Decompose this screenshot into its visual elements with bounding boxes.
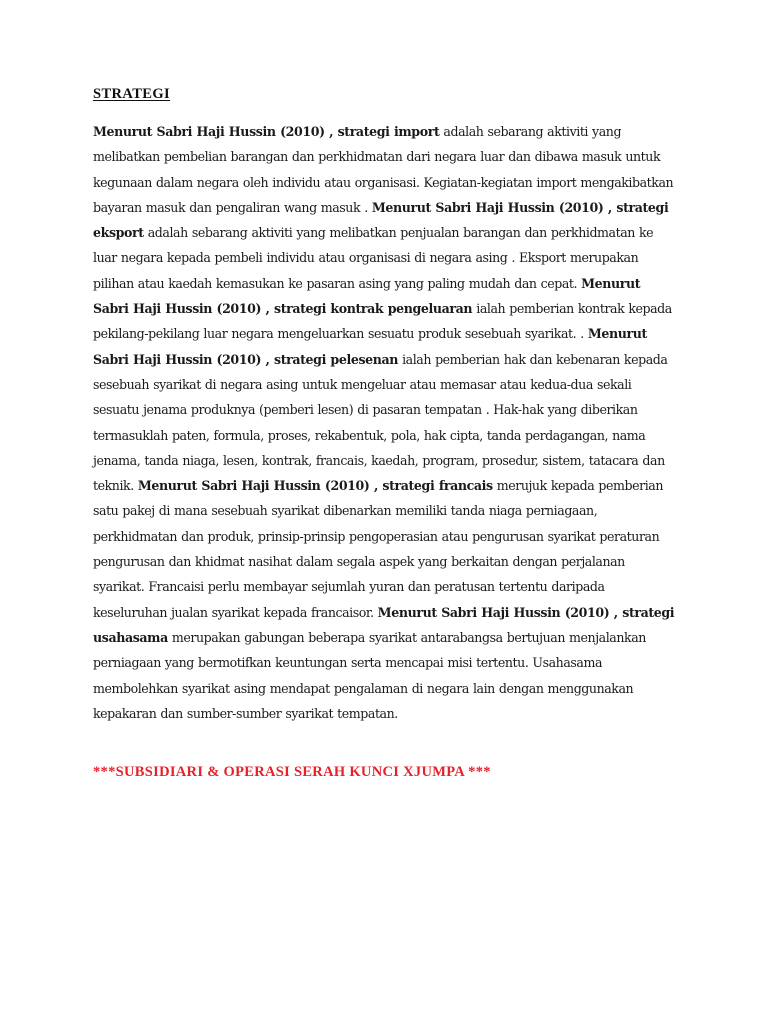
bold-lead-eksport: Menurut Sabri Haji Hussin (2010) , strategi eksport [93, 199, 669, 241]
text-import: adalah sebarang aktiviti yang melibatkan pembelian barangan dan perkhidmatan dari negara luar dan dibawa masuk untuk kegunaan dalam negara oleh individu atau organisasi. Kegiatan-kegiatan import mengakibatkan bayaran masuk dan pengaliran wang masuk . [93, 124, 674, 215]
section-heading: STRATEGI [93, 86, 171, 102]
text-kontrak: ialah pemberian kontrak kepada pekilang-pekilang luar negara mengeluarkan sesuatu produk sesebuah syarikat. . [93, 301, 672, 342]
text-usahasama: merupakan gabungan beberapa syarikat antarabangsa bertujuan menjalankan perniagaan yang bermotifkan keuntungan serta mencapai misi tertentu. Usahasama membolehkan syarikat asing mendapat pengalaman di negara lain dengan menggunakan kepakaran dan sumber-sumber syarikat tempatan. [93, 629, 646, 721]
bold-lead-import: Menurut Sabri Haji Hussin (2010) , strategi import [93, 124, 440, 139]
highlight-note: ***SUBSIDIARI & OPERASI SERAH KUNCI XJUMPA *** [93, 764, 491, 780]
text-eksport: adalah sebarang aktiviti yang melibatkan penjualan barangan dan perkhidmatan ke luar negara kepada pembeli individu atau organisasi di negara asing . Eksport merupakan pilihan atau kaedah kemasukan ke pasaran asing yang paling mudah dan cepat. [93, 225, 654, 291]
body-paragraph [93, 119, 679, 726]
bold-lead-pelesenan: Menurut Sabri Haji Hussin (2010) , strategi pelesenan [93, 326, 647, 367]
bold-lead-kontrak: Menurut Sabri Haji Hussin (2010) , strategi kontrak pengeluaran [93, 275, 641, 317]
text-francais: merujuk kepada pemberian satu pakej di mana sesebuah syarikat dibenarkan memiliki tanda niaga perniagaan, perkhidmatan dan produk, prinsip-prinsip pengoperasian atau pengurusan syarikat peraturan pengurusan dan khidmat nasihat dalam segala aspek yang berkaitan dengan perjalanan syarikat. Francaisi perlu membayar sejumlah yuran dan peratusan tertentu daripada keseluruhan jualan syarikat kepada francaisor. [93, 478, 663, 620]
bold-lead-francais: Menurut Sabri Haji Hussin (2010) , strategi francais [137, 478, 493, 494]
text-pelesenan: ialah pemberian hak dan kebenaran kepada sesebuah syarikat di negara asing untuk mengeluar atau memasar atau kedua-dua sekali sesuatu jenama produknya (pemberi lesen) di pasaran tempatan . Hak-hak yang diberikan termasuklah paten, formula, proses, rekabentuk, pola, hak cipta, tanda perdagangan, nama jenama, tanda niaga, lesen, kontrak, francais, kaedah, program, prosedur, sistem, tatacara dan teknik. [93, 351, 668, 494]
bold-lead-usahasama: Menurut Sabri Haji Hussin (2010) , strategi usahasama [93, 604, 675, 645]
